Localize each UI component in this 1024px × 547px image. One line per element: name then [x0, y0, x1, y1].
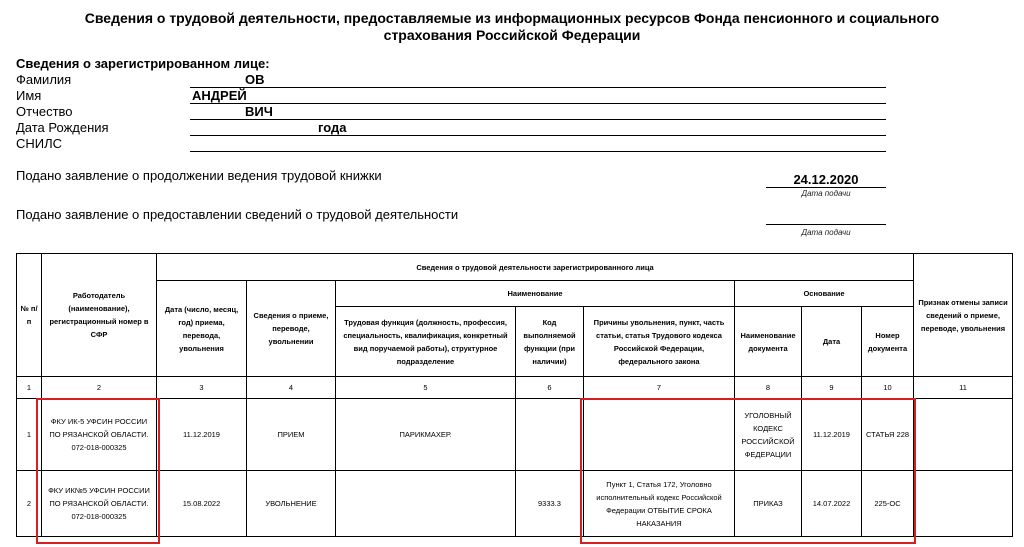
- document-title-line2: страхования Российской Федерации: [383, 27, 641, 43]
- row-doc-date: 14.07.2022: [802, 471, 862, 537]
- column-number: 6: [516, 377, 584, 399]
- col-header-doc-date: Дата: [802, 307, 862, 377]
- continue-statement-caption: Дата подачи: [801, 189, 851, 198]
- column-number: 5: [336, 377, 516, 399]
- col-header-employer: Работодатель (наименование), регистрационный номер в СФР: [42, 254, 157, 377]
- snils-label: СНИЛС: [16, 136, 63, 151]
- row-date: 15.08.2022: [157, 471, 247, 537]
- birth-date-value: года: [318, 120, 347, 135]
- table-row: [17, 399, 1013, 471]
- col-header-doc-num: Номер документа: [862, 307, 914, 377]
- column-number: 9: [802, 377, 862, 399]
- row-num: 2: [17, 471, 42, 537]
- work-history-table: [16, 253, 1013, 537]
- col-header-date: Дата (число, месяц, год) приема, перевода, увольнения: [157, 281, 247, 377]
- provide-statement-label: Подано заявление о предоставлении сведений о трудовой деятельности: [16, 207, 459, 222]
- column-number: 2: [42, 377, 157, 399]
- patronymic-label: Отчество: [16, 104, 73, 119]
- column-number: 7: [584, 377, 735, 399]
- col-header-event: Сведения о приеме, переводе, увольнении: [247, 281, 336, 377]
- col-header-basis-group: Основание: [735, 281, 914, 307]
- column-number-row: [17, 377, 1013, 399]
- surname-label: Фамилия: [16, 72, 72, 87]
- birth-date-label: Дата Рождения: [16, 120, 109, 135]
- col-header-code: Код выполняемой функции (при наличии): [516, 307, 584, 377]
- col-header-doc-name: Наименование документа: [735, 307, 802, 377]
- person-section-title: Сведения о зарегистрированном лице:: [16, 56, 270, 71]
- row-reason: Пункт 1, Статья 172, Уголовно исполнительный кодекс Российской Федерации ОТБЫТИЕ СРОКА НАКАЗАНИЯ: [584, 471, 735, 537]
- document-title-line1: Сведения о трудовой деятельности, предоставляемые из информационных ресурсов Фонда пенсионного и социального: [84, 10, 940, 26]
- surname-underline: [190, 87, 886, 88]
- row-doc-name: УГОЛОВНЫЙ КОДЕКС РОССИЙСКОЙ ФЕДЕРАЦИИ: [735, 399, 802, 471]
- col-header-num: № п/п: [17, 254, 42, 377]
- col-header-name-group: Наименование: [336, 281, 735, 307]
- row-code: [516, 399, 584, 471]
- row-doc-num: 225-ОС: [862, 471, 914, 537]
- row-function: ПАРИКМАХЕР.: [336, 399, 516, 471]
- row-function: [336, 471, 516, 537]
- continue-statement-date: 24.12.2020: [793, 172, 859, 187]
- provide-statement-line: [766, 224, 886, 225]
- continue-statement-label: Подано заявление о продолжении ведения трудовой книжки: [16, 168, 382, 183]
- continue-statement-line: [766, 187, 886, 188]
- document-title: [40, 10, 984, 44]
- surname-value: ОВ: [245, 72, 265, 87]
- column-number: 4: [247, 377, 336, 399]
- column-number: 8: [735, 377, 802, 399]
- row-num: 1: [17, 399, 42, 471]
- column-number: 1: [17, 377, 42, 399]
- name-underline: [190, 103, 886, 104]
- row-doc-date: 11.12.2019: [802, 399, 862, 471]
- row-code: 9333.3: [516, 471, 584, 537]
- col-header-group: Сведения о трудовой деятельности зарегистрированного лица: [157, 254, 914, 281]
- table-row: [17, 471, 1013, 537]
- col-header-function: Трудовая функция (должность, профессия, специальность, квалификация, конкретный вид поручаемой работы), структурное подразделение: [336, 307, 516, 377]
- row-date: 11.12.2019: [157, 399, 247, 471]
- patronymic-value: ВИЧ: [245, 104, 273, 119]
- patronymic-underline: [190, 119, 886, 120]
- row-doc-num: СТАТЬЯ 228: [862, 399, 914, 471]
- birth-date-underline: [190, 135, 886, 136]
- name-value: АНДРЕЙ: [192, 88, 247, 103]
- row-reason: [584, 399, 735, 471]
- row-cancel: [914, 471, 1013, 537]
- name-label: Имя: [16, 88, 42, 103]
- row-event: ПРИЕМ: [247, 399, 336, 471]
- col-header-cancel: Признак отмены записи сведений о приеме, переводе, увольнения: [914, 254, 1013, 377]
- row-event: УВОЛЬНЕНИЕ: [247, 471, 336, 537]
- row-employer: ФКУ ИК№5 УФСИН РОССИИ ПО РЯЗАНСКОЙ ОБЛАСТИ. 072-018-000325: [42, 471, 157, 537]
- row-doc-name: ПРИКАЗ: [735, 471, 802, 537]
- snils-underline: [190, 151, 886, 152]
- row-cancel: [914, 399, 1013, 471]
- column-number: 3: [157, 377, 247, 399]
- column-number: 11: [914, 377, 1013, 399]
- provide-statement-caption: Дата подачи: [801, 228, 851, 237]
- col-header-reason: Причины увольнения, пункт, часть статьи, статья Трудового кодекса Российской Федерации, федерального закона: [584, 307, 735, 377]
- row-employer: ФКУ ИК-5 УФСИН РОССИИ ПО РЯЗАНСКОЙ ОБЛАСТИ. 072-018-000325: [42, 399, 157, 471]
- column-number: 10: [862, 377, 914, 399]
